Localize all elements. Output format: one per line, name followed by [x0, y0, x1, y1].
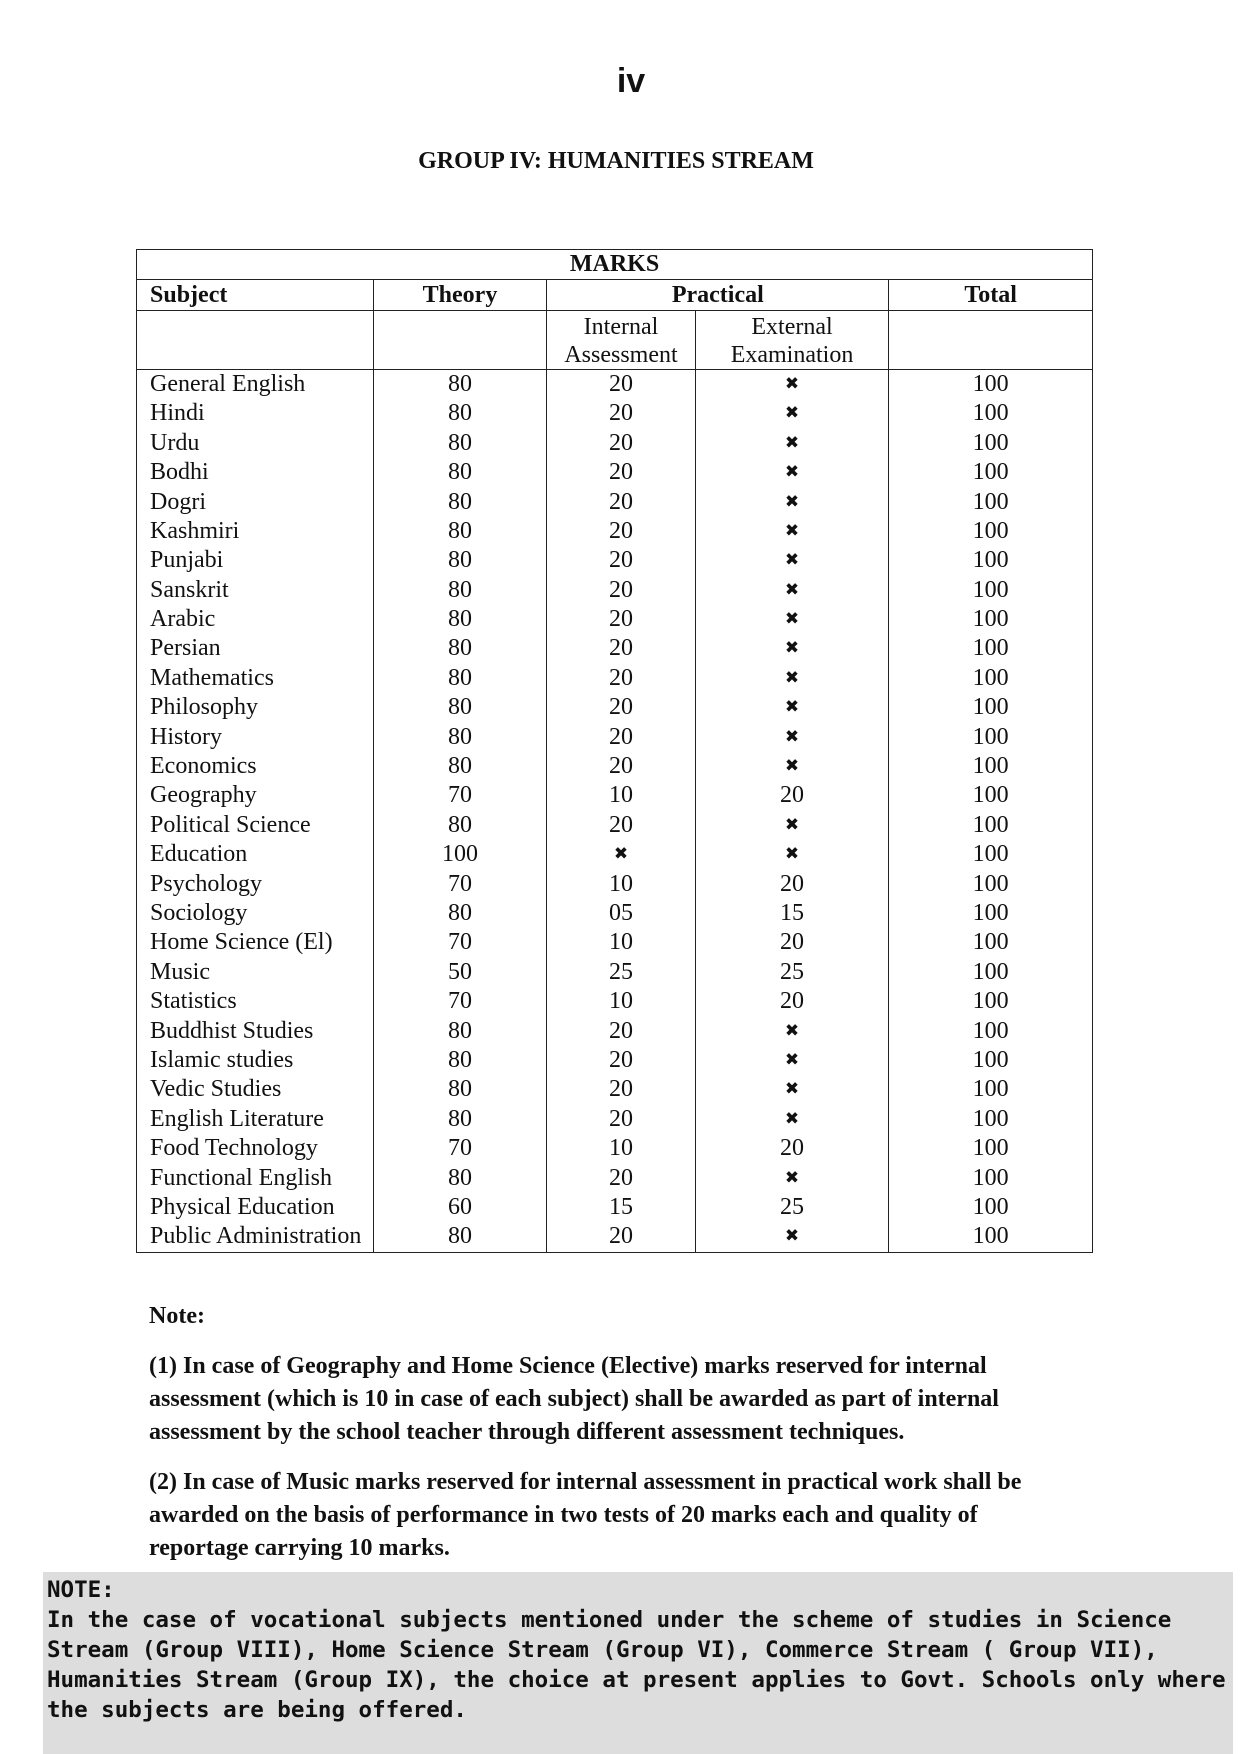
cross-icon: ✖	[695, 429, 889, 458]
internal-cell: 20	[547, 1046, 695, 1075]
theory-cell: 70	[373, 781, 547, 810]
subject-cell: Physical Education	[137, 1193, 374, 1222]
internal-cell: 20	[547, 693, 695, 722]
table-body	[137, 369, 1093, 1252]
table-row	[137, 605, 1093, 634]
table-row	[137, 1163, 1093, 1192]
cross-icon: ✖	[695, 1016, 889, 1045]
total-cell: 100	[889, 987, 1093, 1016]
internal-cell: 20	[547, 634, 695, 663]
theory-cell: 50	[373, 958, 547, 987]
page-number: iv	[616, 62, 646, 100]
table-row	[137, 928, 1093, 957]
subject-cell: Sanskrit	[137, 576, 374, 605]
total-cell: 100	[889, 576, 1093, 605]
theory-cell: 60	[373, 1193, 547, 1222]
theory-cell: 70	[373, 1134, 547, 1163]
external-cell: 20	[695, 781, 889, 810]
table-row	[137, 1193, 1093, 1222]
subject-cell: Islamic studies	[137, 1046, 374, 1075]
internal-cell: 20	[547, 605, 695, 634]
total-cell: 100	[889, 869, 1093, 898]
cross-icon: ✖	[695, 487, 889, 516]
theory-cell: 80	[373, 429, 547, 458]
internal-cell: 20	[547, 1105, 695, 1134]
table-row	[137, 722, 1093, 751]
vocational-note-heading: NOTE:	[47, 1577, 115, 1603]
subject-cell: Geography	[137, 781, 374, 810]
total-cell: 100	[889, 840, 1093, 869]
subject-cell: Dogri	[137, 487, 374, 516]
table-row	[137, 840, 1093, 869]
theory-cell: 80	[373, 605, 547, 634]
external-cell: 20	[695, 987, 889, 1016]
theory-cell: 80	[373, 634, 547, 663]
internal-assessment-header: Internal Assessment	[547, 310, 695, 369]
subject-cell: Punjabi	[137, 546, 374, 575]
theory-cell: 70	[373, 869, 547, 898]
external-examination-header: External Examination	[695, 310, 889, 369]
internal-cell: 10	[547, 928, 695, 957]
theory-cell: 80	[373, 811, 547, 840]
total-cell: 100	[889, 928, 1093, 957]
subject-cell: Sociology	[137, 899, 374, 928]
total-cell: 100	[889, 1193, 1093, 1222]
total-cell: 100	[889, 517, 1093, 546]
cross-icon: ✖	[695, 1163, 889, 1192]
total-cell: 100	[889, 458, 1093, 487]
theory-cell: 100	[373, 840, 547, 869]
subject-cell: Mathematics	[137, 664, 374, 693]
total-cell: 100	[889, 369, 1093, 399]
subject-cell: Economics	[137, 752, 374, 781]
theory-cell: 80	[373, 576, 547, 605]
internal-cell: 10	[547, 1134, 695, 1163]
subject-cell: Vedic Studies	[137, 1075, 374, 1104]
internal-cell: 20	[547, 1163, 695, 1192]
total-cell: 100	[889, 781, 1093, 810]
subject-cell: Public Administration	[137, 1222, 374, 1252]
subject-cell: Hindi	[137, 399, 374, 428]
table-row	[137, 987, 1093, 1016]
table-row	[137, 664, 1093, 693]
subject-header: Subject	[137, 280, 374, 310]
cross-icon: ✖	[695, 1075, 889, 1104]
theory-cell: 80	[373, 458, 547, 487]
theory-cell: 80	[373, 899, 547, 928]
total-cell: 100	[889, 1075, 1093, 1104]
subject-cell: Home Science (El)	[137, 928, 374, 957]
table-row	[137, 1222, 1093, 1252]
table-row	[137, 811, 1093, 840]
internal-cell: 20	[547, 487, 695, 516]
theory-cell: 80	[373, 722, 547, 751]
theory-cell: 70	[373, 928, 547, 957]
external-cell: 20	[695, 869, 889, 898]
internal-cell: 20	[547, 458, 695, 487]
cross-icon: ✖	[695, 576, 889, 605]
table-row	[137, 1134, 1093, 1163]
internal-cell: 15	[547, 1193, 695, 1222]
internal-cell: 20	[547, 1016, 695, 1045]
theory-cell: 80	[373, 1016, 547, 1045]
internal-cell: 20	[547, 576, 695, 605]
cross-icon: ✖	[695, 840, 889, 869]
theory-cell: 80	[373, 517, 547, 546]
table-row	[137, 958, 1093, 987]
table-row	[137, 781, 1093, 810]
table-row	[137, 869, 1093, 898]
internal-cell: 20	[547, 546, 695, 575]
theory-cell: 80	[373, 693, 547, 722]
theory-cell: 80	[373, 1075, 547, 1104]
total-cell: 100	[889, 634, 1093, 663]
table-row	[137, 1046, 1093, 1075]
table-row	[137, 1016, 1093, 1045]
total-cell: 100	[889, 487, 1093, 516]
theory-cell: 80	[373, 1222, 547, 1252]
note-item-1: (1) In case of Geography and Home Science (Elective) marks reserved for internal assessment (which is 10 in case of each subject) shall be awarded as part of internal assessment by the school teacher through different assessment techniques.	[149, 1353, 999, 1445]
external-cell: 25	[695, 1193, 889, 1222]
internal-cell: 20	[547, 752, 695, 781]
cross-icon: ✖	[695, 546, 889, 575]
vocational-note-box	[43, 1572, 1233, 1754]
internal-cell: 05	[547, 899, 695, 928]
total-cell: 100	[889, 693, 1093, 722]
total-cell: 100	[889, 1016, 1093, 1045]
total-cell: 100	[889, 1046, 1093, 1075]
theory-header: Theory	[373, 280, 547, 310]
page-title: GROUP IV: HUMANITIES STREAM	[418, 148, 814, 174]
internal-cell: 20	[547, 1075, 695, 1104]
external-cell: 25	[695, 958, 889, 987]
subject-cell: Arabic	[137, 605, 374, 634]
theory-cell: 80	[373, 752, 547, 781]
theory-cell: 70	[373, 987, 547, 1016]
total-header: Total	[889, 280, 1093, 310]
theory-cell: 80	[373, 664, 547, 693]
total-cell: 100	[889, 1134, 1093, 1163]
theory-cell: 80	[373, 487, 547, 516]
subject-cell: Food Technology	[137, 1134, 374, 1163]
vocational-note-text: In the case of vocational subjects mentioned under the scheme of studies in Science Stream (Group VIII), Home Science Stream (Group VI), Commerce Stream ( Group VII), Humanities Stream (Group IX), the choice at present applies to Govt. Schools only where the subjects are being offered.	[47, 1607, 1226, 1723]
cross-icon: ✖	[695, 1222, 889, 1252]
table-row	[137, 576, 1093, 605]
cross-icon: ✖	[695, 1105, 889, 1134]
cross-icon: ✖	[695, 369, 889, 399]
external-cell: 20	[695, 928, 889, 957]
cross-icon: ✖	[695, 634, 889, 663]
cross-icon: ✖	[695, 722, 889, 751]
total-cell: 100	[889, 899, 1093, 928]
table-row	[137, 399, 1093, 428]
total-cell: 100	[889, 1105, 1093, 1134]
subject-cell: Bodhi	[137, 458, 374, 487]
table-row	[137, 517, 1093, 546]
subject-cell: Philosophy	[137, 693, 374, 722]
cross-icon: ✖	[547, 840, 695, 869]
table-row	[137, 752, 1093, 781]
internal-cell: 20	[547, 517, 695, 546]
total-cell: 100	[889, 1222, 1093, 1252]
subject-cell: Psychology	[137, 869, 374, 898]
subject-cell: Political Science	[137, 811, 374, 840]
cross-icon: ✖	[695, 752, 889, 781]
subject-cell: History	[137, 722, 374, 751]
table-row	[137, 693, 1093, 722]
subject-cell: General English	[137, 369, 374, 399]
note-item-2: (2) In case of Music marks reserved for internal assessment in practical work shall be awarded on the basis of performance in two tests of 20 marks each and quality of reportage carrying 10 marks.	[149, 1469, 1022, 1561]
table-row	[137, 634, 1093, 663]
internal-cell: 20	[547, 399, 695, 428]
theory-cell: 80	[373, 399, 547, 428]
table-row	[137, 1075, 1093, 1104]
theory-cell: 80	[373, 1105, 547, 1134]
marks-table	[136, 249, 1093, 1253]
total-cell: 100	[889, 429, 1093, 458]
internal-cell: 20	[547, 664, 695, 693]
table-row	[137, 899, 1093, 928]
internal-cell: 10	[547, 781, 695, 810]
internal-cell: 20	[547, 429, 695, 458]
cross-icon: ✖	[695, 399, 889, 428]
subject-cell: Music	[137, 958, 374, 987]
theory-cell: 80	[373, 369, 547, 399]
practical-header: Practical	[547, 280, 889, 310]
theory-subheader-empty	[373, 310, 547, 369]
internal-cell: 20	[547, 811, 695, 840]
table-row	[137, 1105, 1093, 1134]
total-cell: 100	[889, 752, 1093, 781]
cross-icon: ✖	[695, 605, 889, 634]
cross-icon: ✖	[695, 664, 889, 693]
internal-cell: 10	[547, 987, 695, 1016]
total-cell: 100	[889, 605, 1093, 634]
total-cell: 100	[889, 722, 1093, 751]
total-cell: 100	[889, 1163, 1093, 1192]
external-cell: 15	[695, 899, 889, 928]
internal-cell: 20	[547, 722, 695, 751]
cross-icon: ✖	[695, 1046, 889, 1075]
total-subheader-empty	[889, 310, 1093, 369]
internal-cell: 25	[547, 958, 695, 987]
cross-icon: ✖	[695, 811, 889, 840]
subject-cell: Buddhist Studies	[137, 1016, 374, 1045]
internal-cell: 20	[547, 1222, 695, 1252]
table-row	[137, 546, 1093, 575]
total-cell: 100	[889, 546, 1093, 575]
cross-icon: ✖	[695, 693, 889, 722]
notes-heading: Note:	[149, 1303, 205, 1329]
cross-icon: ✖	[695, 517, 889, 546]
subject-cell: Statistics	[137, 987, 374, 1016]
subject-cell: Functional English	[137, 1163, 374, 1192]
theory-cell: 80	[373, 546, 547, 575]
external-cell: 20	[695, 1134, 889, 1163]
table-row	[137, 369, 1093, 399]
table-row	[137, 487, 1093, 516]
notes-section	[149, 1300, 1079, 1582]
marks-header: MARKS	[137, 250, 1093, 280]
internal-cell: 10	[547, 869, 695, 898]
theory-cell: 80	[373, 1046, 547, 1075]
total-cell: 100	[889, 664, 1093, 693]
table-row	[137, 429, 1093, 458]
total-cell: 100	[889, 811, 1093, 840]
total-cell: 100	[889, 399, 1093, 428]
subject-cell: Education	[137, 840, 374, 869]
subject-cell: Kashmiri	[137, 517, 374, 546]
internal-cell: 20	[547, 369, 695, 399]
cross-icon: ✖	[695, 458, 889, 487]
theory-cell: 80	[373, 1163, 547, 1192]
subject-subheader-empty	[137, 310, 374, 369]
table-row	[137, 458, 1093, 487]
subject-cell: English Literature	[137, 1105, 374, 1134]
subject-cell: Persian	[137, 634, 374, 663]
subject-cell: Urdu	[137, 429, 374, 458]
total-cell: 100	[889, 958, 1093, 987]
